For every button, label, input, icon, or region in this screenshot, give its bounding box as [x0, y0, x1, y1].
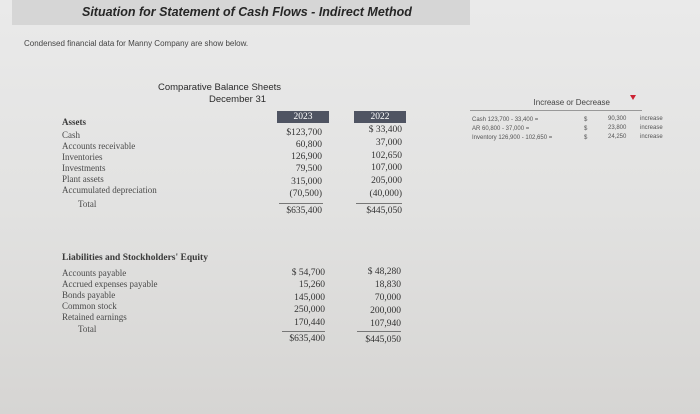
- liability-total-2022: $445,050: [365, 335, 401, 345]
- change-dollar: $: [584, 117, 588, 123]
- liability-value-2023: 145,000: [294, 293, 325, 303]
- asset-value-2023: 60,800: [295, 140, 322, 150]
- balance-sheet-heading-line1: Comparative Balance Sheets: [158, 82, 282, 93]
- column-header-2023: 2023: [277, 111, 329, 123]
- increase-decrease-header-label: Increase or Decrease: [533, 98, 610, 107]
- asset-value-2022: $ 33,400: [368, 125, 402, 135]
- change-kind: increase: [640, 125, 663, 131]
- column-rule: [279, 203, 323, 204]
- column-header-2022: 2022: [354, 111, 406, 123]
- liability-value-2022: 70,000: [374, 293, 401, 303]
- liability-value-2022: 107,940: [370, 319, 401, 329]
- asset-value-2022: 102,650: [371, 151, 402, 161]
- change-formula: AR 60,800 - 37,000 =: [472, 126, 530, 132]
- liability-total-2023: $635,400: [289, 334, 325, 344]
- asset-total-2023: $635,400: [286, 206, 322, 216]
- liabilities-header: Liabilities and Stockholders' Equity: [62, 253, 208, 263]
- liability-label: Accounts payable: [62, 268, 127, 278]
- asset-value-2022: (40,000): [369, 189, 402, 199]
- change-formula: Cash 123,700 - 33,400 =: [472, 117, 539, 123]
- asset-value-2022: 205,000: [371, 176, 402, 186]
- asset-value-2023: 79,500: [295, 164, 322, 174]
- liability-label: Common stock: [62, 301, 117, 311]
- asset-value-2022: 37,000: [375, 138, 402, 148]
- liability-value-2022: 18,830: [374, 280, 401, 290]
- change-amount: 90,300: [608, 116, 627, 122]
- liability-value-2023: 170,440: [294, 318, 325, 328]
- asset-value-2023: 126,900: [291, 152, 322, 162]
- asset-total-label: Total: [78, 199, 97, 209]
- assets-header: Assets: [62, 117, 86, 127]
- change-formula: Inventory 126,900 - 102,650 =: [472, 135, 553, 141]
- asset-value-2023: $123,700: [286, 128, 322, 138]
- balance-sheet-heading-line2: December 31: [209, 94, 267, 105]
- change-amount: 23,800: [608, 125, 627, 131]
- column-rule: [282, 331, 325, 332]
- intro-text: Condensed financial data for Manny Company are show below.: [24, 39, 249, 48]
- asset-value-2022: 107,000: [371, 163, 402, 173]
- asset-label: Inventories: [62, 152, 103, 162]
- liability-value-2023: $ 54,700: [291, 268, 325, 278]
- asset-label: Accumulated depreciation: [62, 185, 157, 195]
- asset-label: Cash: [62, 130, 80, 140]
- liability-value-2023: 15,260: [298, 280, 325, 290]
- balance-sheet-heading: [158, 82, 281, 106]
- asset-value-2023: 315,000: [291, 177, 322, 187]
- column-rule: [357, 331, 401, 332]
- change-amount: 24,250: [608, 134, 627, 140]
- asset-total-2022: $445,050: [366, 206, 402, 216]
- asset-label: Accounts receivable: [62, 141, 136, 151]
- change-dollar: $: [584, 126, 588, 132]
- liability-value-2022: 200,000: [370, 306, 401, 316]
- liability-label: Bonds payable: [62, 290, 116, 300]
- change-kind: increase: [640, 134, 663, 140]
- liability-label: Retained earnings: [62, 312, 127, 322]
- change-dollar: $: [584, 135, 588, 141]
- liability-value-2022: $ 48,280: [367, 267, 401, 277]
- liability-label: Accrued expenses payable: [62, 279, 158, 289]
- liability-total-label: Total: [78, 324, 97, 334]
- asset-label: Plant assets: [62, 174, 104, 184]
- liability-value-2023: 250,000: [294, 305, 325, 315]
- asset-label: Investments: [62, 163, 106, 173]
- asset-value-2023: (70,500): [289, 189, 322, 199]
- column-rule: [356, 203, 402, 204]
- increase-decrease-header: [470, 96, 642, 111]
- page-title: Situation for Statement of Cash Flows - Indirect Method: [82, 5, 412, 19]
- change-kind: increase: [640, 116, 663, 122]
